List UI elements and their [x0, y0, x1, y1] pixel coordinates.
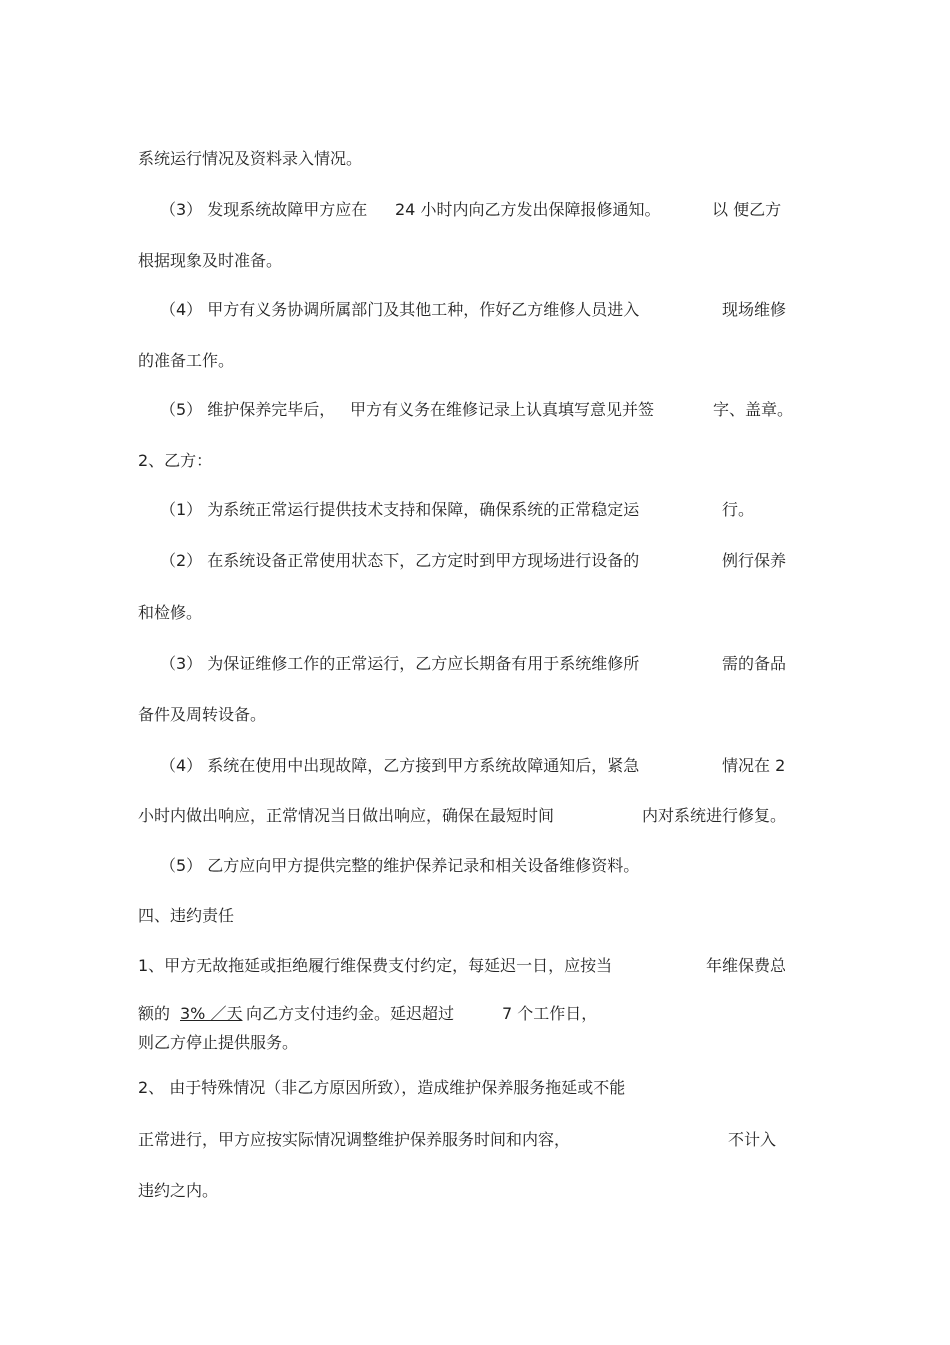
text-line: （1） 为系统正常运行提供技术支持和保障，确保系统的正常稳定运: [160, 500, 640, 519]
text-line: 系统运行情况及资料录入情况。: [138, 149, 363, 168]
text-line: 内对系统进行修复。: [642, 806, 787, 825]
text-line: 例行保养: [722, 551, 787, 570]
text-line: （4） 甲方有义务协调所属部门及其他工种，作好乙方维修人员进入: [160, 300, 640, 319]
text-line: （3） 发现系统故障甲方应在: [160, 200, 368, 219]
text-line: 额的: [138, 1004, 171, 1023]
text-line: 字、盖章。: [713, 400, 794, 419]
text-line: 小时内做出响应，正常情况当日做出响应，确保在最短时间: [138, 806, 555, 825]
penalty-rate: 3% ／天: [180, 1004, 243, 1023]
text-line: 情况在 2: [722, 756, 786, 775]
text-line: 的准备工作。: [138, 351, 235, 370]
section-heading: 2、乙方：: [138, 451, 213, 470]
text-line: （5） 乙方应向甲方提供完整的维护保养记录和相关设备维修资料。: [160, 856, 640, 875]
text-line: 24 小时内向乙方发出保障报修通知。: [395, 200, 661, 219]
text-line: 2、 由于特殊情况（非乙方原因所致），造成维护保养服务拖延或不能: [138, 1078, 626, 1097]
text-line: 甲方有义务在维修记录上认真填写意见并签: [350, 400, 655, 419]
text-line: 需的备品: [722, 654, 787, 673]
text-line: 违约之内。: [138, 1181, 219, 1200]
text-line: 现场维修: [722, 300, 787, 319]
text-line: （4） 系统在使用中出现故障，乙方接到甲方系统故障通知后，紧急: [160, 756, 640, 775]
section-heading: 四、违约责任: [138, 906, 235, 925]
text-line: （2） 在系统设备正常使用状态下，乙方定时到甲方现场进行设备的: [160, 551, 640, 570]
text-line: 不计入: [728, 1130, 777, 1149]
text-line: 则乙方停止提供服务。: [138, 1033, 299, 1052]
text-line: 和检修。: [138, 603, 203, 622]
text-line: 根据现象及时准备。: [138, 251, 283, 270]
text-line: 备件及周转设备。: [138, 705, 267, 724]
text-line: 以 便乙方: [712, 200, 782, 219]
text-line: 行。: [722, 500, 755, 519]
text-line: （3） 为保证维修工作的正常运行，乙方应长期备有用于系统维修所: [160, 654, 640, 673]
text-line: （5） 维护保养完毕后，: [160, 400, 336, 419]
text-line: 正常进行，甲方应按实际情况调整维护保养服务时间和内容，: [138, 1130, 571, 1149]
text-line: 向乙方支付违约金。延迟超过: [246, 1004, 455, 1023]
text-line: 7 个工作日，: [502, 1004, 598, 1023]
text-line: 1、甲方无故拖延或拒绝履行维保费支付约定，每延迟一日，应按当: [138, 956, 613, 975]
text-line: 年维保费总: [706, 956, 787, 975]
